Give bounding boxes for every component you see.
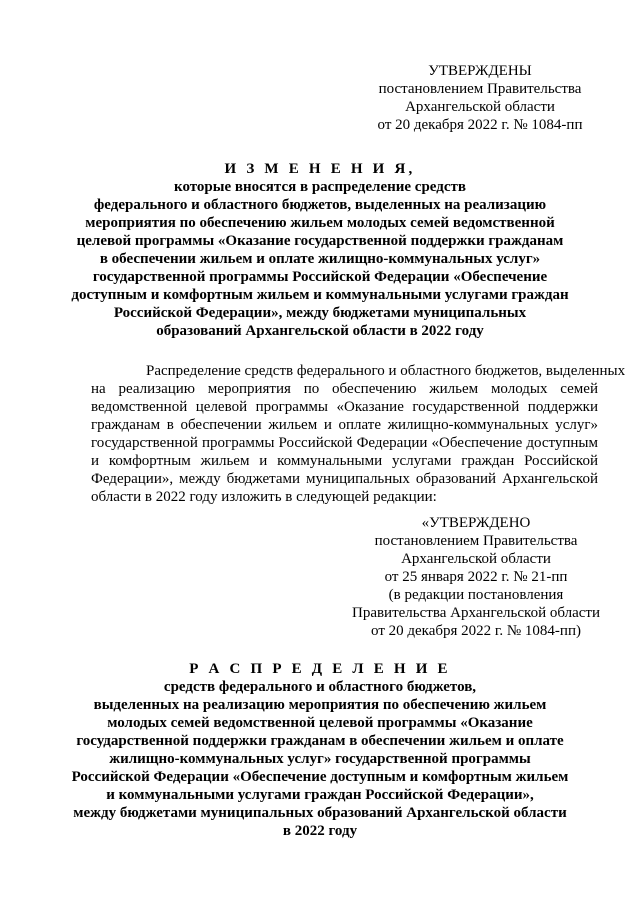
approval2-line: от 25 января 2022 г. № 21-пп [384, 569, 568, 585]
changes-heading-line: федерального и областного бюджетов, выделенных на реализацию [93, 197, 547, 213]
approval-title: УТВЕРЖДЕНЫ [428, 63, 532, 79]
approval-line-3: от 20 декабря 2022 г. № 1084-пп [377, 117, 583, 133]
distribution-heading-line: Российской Федерации «Обеспечение доступным и комфортным жильем [71, 769, 569, 785]
body-line: гражданам в обеспечении жильем и оплате жилищно-коммунальных услуг» [91, 417, 598, 433]
distribution-heading-line: государственной поддержки гражданам в обеспечении жильем и оплате [76, 733, 564, 749]
body-paragraph [91, 362, 626, 506]
distribution-heading-line: средств федерального и областного бюджетов, [163, 679, 477, 695]
changes-heading-line: государственной программы Российской Федерации «Обеспечение [92, 269, 548, 285]
approval-line-2: Архангельской области [405, 99, 555, 115]
changes-title: И З М Е Н Е Н И Я, [224, 161, 416, 177]
distribution-heading-line: между бюджетами муниципальных образований Архангельской области [73, 805, 567, 821]
changes-heading-line: в обеспечении жильем и оплате жилищно-коммунальных услуг» [99, 251, 541, 267]
body-line: ведомственной целевой программы «Оказание государственной поддержки [91, 399, 598, 415]
distribution-heading-line: в 2022 году [282, 823, 358, 839]
body-line: Распределение средств федерального и областного бюджетов, выделенных [146, 363, 626, 379]
body-line: Федерации», между бюджетами муниципальных образований Архангельской [91, 471, 598, 487]
approval2-line: от 20 декабря 2022 г. № 1084-пп) [371, 623, 581, 639]
changes-heading-line: доступным и комфортным жильем и коммунальными услугами граждан [71, 287, 569, 303]
distribution-heading-line: молодых семей ведомственной целевой программы «Оказание [107, 715, 533, 731]
approval2-line: «УТВЕРЖДЕНО [421, 515, 531, 531]
distribution-heading-line: жилищно-коммунальных услуг» государственной программы [109, 751, 531, 767]
approval2-line: постановлением Правительства [374, 533, 578, 549]
approval2-line: Правительства Архангельской области [351, 605, 600, 621]
changes-heading-line: которые вносятся в распределение средств [174, 179, 466, 195]
changes-heading-line: образований Архангельской области в 2022 году [156, 323, 484, 339]
distribution-heading-line: и коммунальными услугами граждан Российской Федерации», [106, 787, 534, 803]
changes-heading-line: мероприятия по обеспечению жильем молодых семей ведомственной [85, 215, 555, 231]
distribution-heading-line: выделенных на реализацию мероприятия по обеспечению жильем [93, 697, 547, 713]
distribution-title: Р А С П Р Е Д Е Л Е Н И Е [189, 661, 451, 677]
body-line: государственной программы Российской Федерации «Обеспечение доступным [91, 435, 598, 451]
changes-heading-line: целевой программы «Оказание государственной поддержки гражданам [76, 233, 564, 249]
body-line: на реализацию мероприятия по обеспечению жильем молодых семей [91, 381, 598, 397]
approval-line-1: постановлением Правительства [378, 81, 582, 97]
approval2-line: Архангельской области [401, 551, 551, 567]
body-line: области в 2022 году изложить в следующей редакции: [91, 489, 437, 505]
approval2-line: (в редакции постановления [388, 587, 564, 603]
body-line: и комфортным жильем и коммунальными услугами граждан Российской [91, 453, 598, 469]
changes-heading-line: Российской Федерации», между бюджетами муниципальных [113, 305, 527, 321]
